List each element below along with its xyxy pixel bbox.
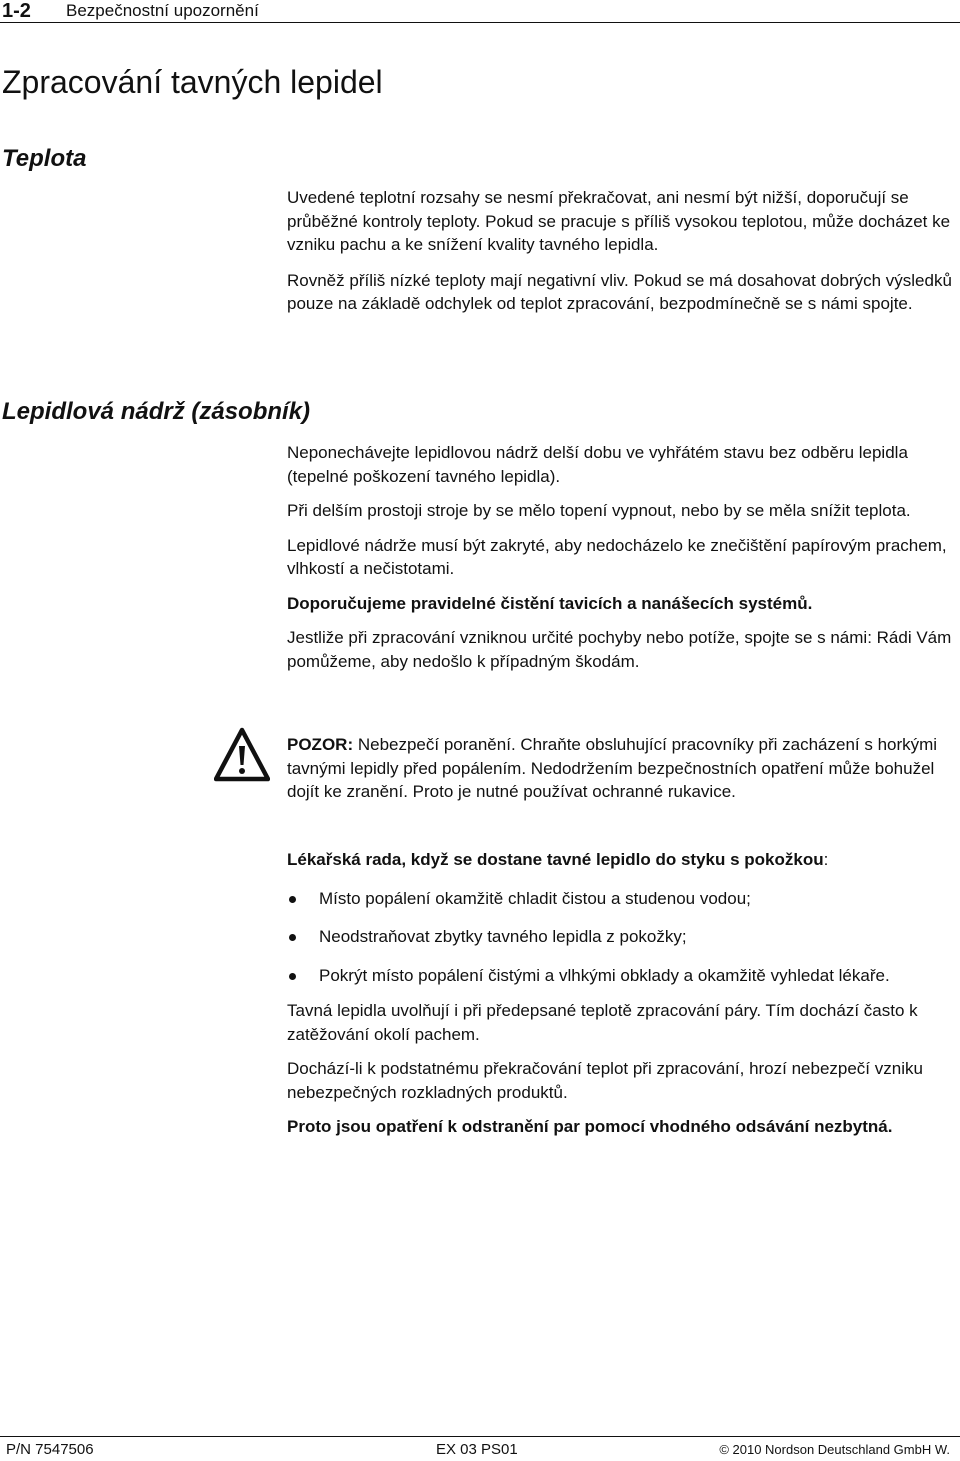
paragraph: Lepidlové nádrže musí být zakryté, aby nedocházelo ke znečištění papírovým prachem, vlhkostí a nečistotami. <box>287 535 947 578</box>
paragraph: Uvedené teplotní rozsahy se nesmí překračovat, ani nesmí být nižší, doporučují se průběžné kontroly teploty. Pokud se pracuje s příliš vysokou teplotou, může docházet ke vzniku pachu a ke snížení kvality tavného lepidla. <box>287 188 951 254</box>
heading-lepidlova-nadrz: Lepidlová nádrž (zásobník) <box>2 398 311 425</box>
list-item: Neodstraňovat zbytky tavného lepidla z pokožky; <box>287 925 957 949</box>
paragraph: Dochází-li k podstatnému překračování teplot při zpracování, hrozí nebezpečí vzniku nebezpečných rozkladných produktů. <box>287 1059 923 1102</box>
copyright: © 2010 Nordson Deutschland GmbH W. <box>719 1442 950 1457</box>
teplota-content <box>287 186 957 316</box>
footer-rule <box>0 1436 960 1437</box>
page-header <box>0 0 960 24</box>
heading-teplota: Teplota <box>2 145 87 172</box>
page-footer <box>0 1436 960 1461</box>
paragraph: Rovněž příliš nízké teploty mají negativní vliv. Pokud se má dosahovat dobrých výsledků pouze na základě odchylek od teplot zpracování, bezpodmínečně se s námi spojte. <box>287 270 952 313</box>
warning-text <box>287 733 957 804</box>
bullet-icon <box>289 896 296 903</box>
warning-body: Nebezpečí poranění. Chraňte obsluhující pracovníky při zacházení s horkými tavnými lepidly před popálením. Nedodržením bezpečnostních opatření může bohužel dojít ke zranění. Proto je nutné používat ochranné rukavice. <box>287 735 938 801</box>
medical-heading: Lékařská rada, když se dostane tavné lepidlo do styku s pokožkou: <box>287 850 829 869</box>
bullet-icon <box>289 934 296 941</box>
warning-label: POZOR: <box>287 735 354 754</box>
warning-block <box>287 733 957 804</box>
edition-code: EX 03 PS01 <box>436 1441 518 1458</box>
header-rule <box>0 22 960 23</box>
bullet-icon <box>289 973 296 980</box>
part-number: P/N 7547506 <box>6 1441 94 1458</box>
section-title: Bezpečnostní upozornění <box>66 1 259 20</box>
paragraph: Tavná lepidla uvolňují i při předepsané teplotě zpracování páry. Tím dochází často k zatěžování okolí pachem. <box>287 1001 918 1044</box>
page-number: 1-2 <box>2 0 31 22</box>
bold-paragraph: Proto jsou opatření k odstranění par pomocí vhodného odsávání nezbytná. <box>287 1117 893 1136</box>
nadrz-content <box>287 441 957 673</box>
paragraph: Neponechávejte lepidlovou nádrž delší dobu ve vyhřátém stavu bez odběru lepidla (tepelné poškození tavného lepidla). <box>287 443 908 486</box>
exclamation-triangle-icon <box>214 727 270 783</box>
page-title: Zpracování tavných lepidel <box>2 64 383 100</box>
paragraph: Jestliže při zpracování vzniknou určité pochyby nebo potíže, spojte se s námi: Rádi Vám pomůžeme, aby nedošlo k případným škodám. <box>287 628 952 671</box>
bold-paragraph: Doporučujeme pravidelné čistění tavicích a nanášecích systémů. <box>287 593 813 613</box>
list-item: Místo popálení okamžitě chladit čistou a studenou vodou; <box>287 887 957 911</box>
medical-block <box>287 848 957 1139</box>
paragraph: Při delším prostoji stroje by se mělo topení vypnout, nebo by se měla snížit teplota. <box>287 501 911 520</box>
bullet-list <box>287 887 957 988</box>
list-item: Pokrýt místo popálení čistými a vlhkými obklady a okamžitě vyhledat lékaře. <box>287 964 957 988</box>
